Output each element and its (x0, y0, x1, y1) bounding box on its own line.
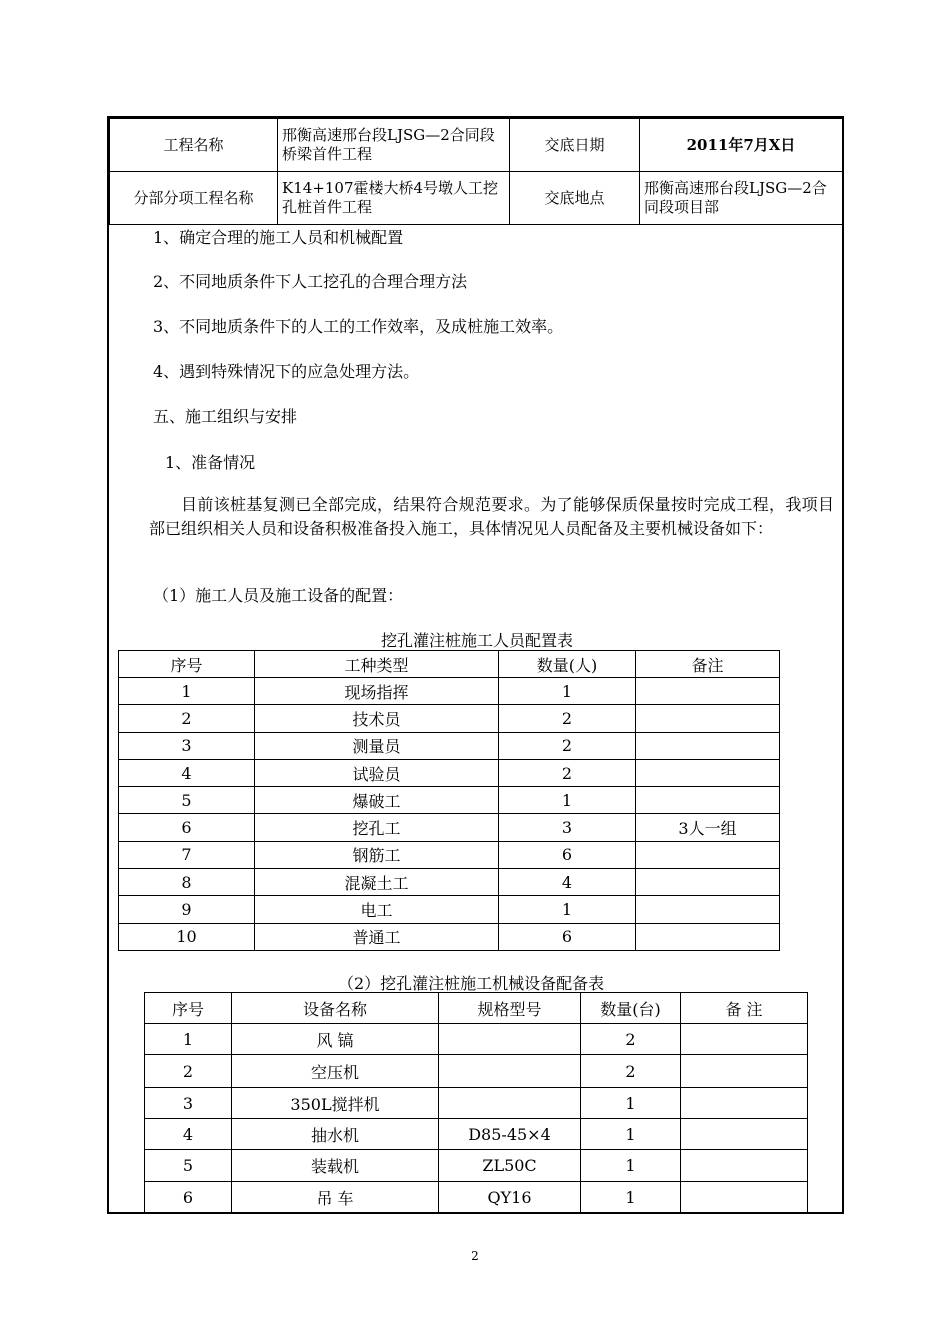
item-3: 3、不同地质条件下的人工的工作效率，及成桩施工效率。 (153, 317, 564, 336)
equipment_table-row (145, 1055, 808, 1088)
staff_table-row (119, 841, 780, 868)
staff_table-row (119, 814, 780, 841)
staff_table-cell: 普通工 (255, 923, 499, 950)
equipment_table-cell: 4 (145, 1119, 232, 1150)
staff_table-cell: 电工 (255, 896, 499, 923)
equipment_table-cell: 1 (581, 1150, 681, 1182)
equipment_table-cell (439, 1055, 581, 1088)
equipment_table-cell (681, 1055, 808, 1088)
page-number: 2 (471, 1249, 479, 1263)
staff_table-cell: 4 (499, 869, 636, 896)
equipment_table-cell: 5 (145, 1150, 232, 1182)
staff_table-cell: 7 (119, 841, 255, 868)
document-frame (107, 116, 844, 1214)
staff_table-cell: 4 (119, 759, 255, 786)
equipment_table-cell (681, 1088, 808, 1119)
equipment_table-row (145, 1150, 808, 1182)
staff_table-cell (636, 787, 780, 814)
equipment_table-header-cell: 数量(台) (581, 993, 681, 1024)
staff_table-cell: 1 (119, 678, 255, 705)
header-row-1 (110, 119, 843, 172)
equipment_table-cell: 1 (581, 1088, 681, 1119)
staff_table-cell: 技术员 (255, 705, 499, 732)
staff_table-row (119, 869, 780, 896)
location-value: 邢衡高速邢台段LJSG—2合同段项目部 (640, 172, 843, 225)
equipment_table-cell: ZL50C (439, 1150, 581, 1182)
staff_table-header-cell: 数量(人) (499, 651, 636, 678)
equipment-table-title: （2）挖孔灌注桩施工机械设备配备表 (338, 974, 605, 993)
equipment_table-cell: 3 (145, 1088, 232, 1119)
staff_table-cell (636, 896, 780, 923)
staff_table-cell: 6 (499, 841, 636, 868)
equipment_table-cell: 装载机 (232, 1150, 439, 1182)
equipment_table-cell: 2 (581, 1055, 681, 1088)
header-table (109, 118, 843, 225)
equipment_table-cell: QY16 (439, 1182, 581, 1214)
staff_table-cell (636, 923, 780, 950)
staff_table-row (119, 705, 780, 732)
preparation-paragraph: 目前该桩基复测已全部完成，结果符合规范要求。为了能够保质保量按时完成工程，我项目部已组织相关人员和设备积极准备投入施工，具体情况见人员配备及主要机械设备如下： (149, 495, 834, 538)
staff_table-cell (636, 732, 780, 759)
staff_table-cell (636, 759, 780, 786)
staff_table-row (119, 732, 780, 759)
equipment_table-cell: 1 (581, 1119, 681, 1150)
equipment_table-header-cell: 设备名称 (232, 993, 439, 1024)
staff_table-row (119, 759, 780, 786)
equipment_table-cell: 1 (145, 1024, 232, 1055)
staff_table-cell: 2 (119, 705, 255, 732)
staff_table-row (119, 896, 780, 923)
equipment_table-cell: 2 (145, 1055, 232, 1088)
staff_table-row (119, 923, 780, 950)
staff_table-cell (636, 869, 780, 896)
staff_table-cell: 1 (499, 896, 636, 923)
staff_table-cell: 测量员 (255, 732, 499, 759)
staff_table-cell: 2 (499, 705, 636, 732)
item-4: 4、遇到特殊情况下的应急处理方法。 (153, 362, 420, 381)
equipment_table-row (145, 1182, 808, 1214)
equipment_table-cell: 风 镐 (232, 1024, 439, 1055)
equipment_table-cell: 1 (581, 1182, 681, 1214)
sub-project-value: K14+107霍楼大桥4号墩人工挖孔桩首件工程 (278, 172, 510, 225)
equipment_table-cell (439, 1024, 581, 1055)
equipment_table-cell (439, 1088, 581, 1119)
equipment_table-row (145, 1088, 808, 1119)
staff_table-cell: 3 (119, 732, 255, 759)
staff_table-cell: 8 (119, 869, 255, 896)
staff_table-cell: 3人一组 (636, 814, 780, 841)
staff_table-cell (636, 678, 780, 705)
staff_table-cell: 爆破工 (255, 787, 499, 814)
item-1: 1、确定合理的施工人员和机械配置 (153, 228, 404, 247)
equipment_table-header-row (145, 993, 808, 1024)
equipment_table-cell: 6 (145, 1182, 232, 1214)
staff_table-header-cell: 序号 (119, 651, 255, 678)
equipment-table (144, 992, 808, 1214)
staff_table-header-cell: 备注 (636, 651, 780, 678)
equipment_table-header-cell: 备 注 (681, 993, 808, 1024)
staff_table-cell: 2 (499, 732, 636, 759)
staff_table-cell: 混凝土工 (255, 869, 499, 896)
equipment_table-cell (681, 1119, 808, 1150)
equipment_table-cell (681, 1182, 808, 1214)
staff_table-cell: 6 (119, 814, 255, 841)
project-name-value: 邢衡高速邢台段LJSG—2合同段桥梁首件工程 (278, 119, 510, 172)
config-heading: （1）施工人员及施工设备的配置： (153, 586, 404, 605)
staff-table-title: 挖孔灌注桩施工人员配置表 (381, 631, 574, 650)
equipment_table-cell: 吊 车 (232, 1182, 439, 1214)
equipment_table-row (145, 1119, 808, 1150)
staff_table-cell: 现场指挥 (255, 678, 499, 705)
staff_table-cell: 试验员 (255, 759, 499, 786)
equipment_table-cell: 350L搅拌机 (232, 1088, 439, 1119)
staff_table-cell: 1 (499, 678, 636, 705)
equipment_table-row (145, 1024, 808, 1055)
staff-table (118, 650, 780, 951)
equipment_table-header-cell: 序号 (145, 993, 232, 1024)
staff_table-header-cell: 工种类型 (255, 651, 499, 678)
sub-project-label: 分部分项工程名称 (110, 172, 278, 225)
staff_table-cell: 3 (499, 814, 636, 841)
staff_table-cell: 5 (119, 787, 255, 814)
preparation-heading: 1、准备情况 (165, 453, 256, 472)
staff_table-cell: 2 (499, 759, 636, 786)
section-5-heading: 五、施工组织与安排 (153, 407, 298, 426)
staff_table-cell: 钢筋工 (255, 841, 499, 868)
staff_table-cell: 10 (119, 923, 255, 950)
equipment_table-cell (681, 1024, 808, 1055)
staff_table-cell: 6 (499, 923, 636, 950)
equipment_table-cell: 2 (581, 1024, 681, 1055)
staff_table-cell (636, 705, 780, 732)
date-value: 2011年7月X日 (640, 119, 843, 172)
project-name-label: 工程名称 (110, 119, 278, 172)
equipment_table-header-cell: 规格型号 (439, 993, 581, 1024)
equipment_table-cell (681, 1150, 808, 1182)
equipment_table-cell: D85-45×4 (439, 1119, 581, 1150)
item-2: 2、不同地质条件下人工挖孔的合理合理方法 (153, 272, 468, 291)
equipment_table-cell: 抽水机 (232, 1119, 439, 1150)
date-label: 交底日期 (510, 119, 640, 172)
staff_table-cell: 1 (499, 787, 636, 814)
staff_table-cell (636, 841, 780, 868)
staff_table-row (119, 678, 780, 705)
location-label: 交底地点 (510, 172, 640, 225)
header-row-2 (110, 172, 843, 225)
equipment_table-cell: 空压机 (232, 1055, 439, 1088)
staff_table-header-row (119, 651, 780, 678)
staff_table-row (119, 787, 780, 814)
staff_table-cell: 挖孔工 (255, 814, 499, 841)
staff_table-cell: 9 (119, 896, 255, 923)
